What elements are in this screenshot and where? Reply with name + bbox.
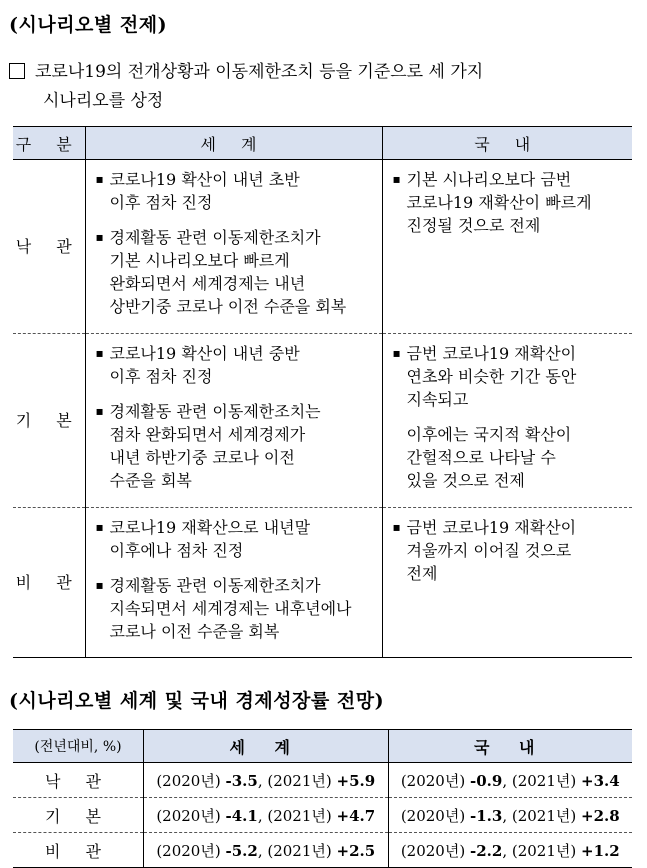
bullet-item: [96, 516, 376, 562]
text-line: 경제활동 관련 이동제한조치가: [109, 228, 321, 247]
domestic-cell: [382, 160, 632, 334]
text-line: 지속되고: [406, 390, 469, 409]
intro-line-2: 시나리오를 상정: [43, 91, 164, 111]
year-label: (2021년): [511, 806, 577, 825]
row-label: 기 본: [13, 798, 144, 833]
world-cell: (2020년) -4.1, (2021년) +4.7: [144, 798, 389, 833]
bullet-item: [393, 168, 627, 237]
text-line: 간헐적으로 나타날 수: [406, 448, 556, 467]
bullet-item: [96, 574, 376, 643]
year-label: (2021년): [511, 841, 577, 860]
table-row-pessimistic: [13, 833, 632, 868]
header-world: 세 계: [144, 730, 389, 763]
text-line: 금번 코로나19 재확산이: [406, 518, 577, 537]
checkbox-square-icon: [9, 63, 25, 79]
text-line: 기본 시나리오보다 금번: [406, 170, 572, 189]
world-cell: [85, 160, 382, 334]
header-world: 세 계: [85, 127, 382, 160]
year-label: (2021년): [267, 806, 332, 825]
text-line: 상반기중 코로나 이전 수준을 회복: [109, 297, 347, 316]
table-row-baseline: [13, 798, 632, 833]
text-line: 내년 하반기중 코로나 이전: [109, 448, 295, 467]
header-unit: (전년대비, %): [13, 730, 144, 763]
bullet-item: [96, 226, 376, 318]
table-row-pessimistic: [13, 508, 632, 658]
growth-value: -5.2: [225, 841, 258, 860]
text-line: 금번 코로나19 재확산이: [406, 344, 577, 363]
text-line: 경제활동 관련 이동제한조치가: [109, 576, 321, 595]
bullet-item: [96, 342, 376, 388]
growth-value: +2.8: [581, 806, 620, 825]
text-line: 진정될 것으로 전제: [406, 216, 541, 235]
year-label: (2020년): [156, 841, 221, 860]
growth-value: +1.2: [581, 841, 620, 860]
text-line: 코로나 이전 수준을 회복: [109, 622, 280, 641]
domestic-cell: (2020년) -1.3, (2021년) +2.8: [388, 798, 632, 833]
growth-value: -4.1: [225, 806, 258, 825]
bullet-item: [393, 516, 627, 585]
section-title-scenario-premise: (시나리오별 전제): [9, 14, 168, 36]
year-label: (2020년): [400, 806, 466, 825]
bullet-icon: ▪: [95, 230, 104, 244]
section-title-growth-outlook: (시나리오별 세계 및 국내 경제성장률 전망): [9, 690, 385, 712]
text-line: 이후 점차 진정: [109, 367, 213, 386]
table-row-optimistic: [13, 763, 632, 798]
table-header-row: [13, 127, 632, 160]
table-row-optimistic: [13, 160, 632, 334]
domestic-cell: (2020년) -2.2, (2021년) +1.2: [388, 833, 632, 868]
text-line: 수준을 회복: [109, 471, 192, 490]
row-label: 비 관: [13, 833, 144, 868]
bullet-icon: ▪: [95, 520, 104, 534]
row-label: 낙 관: [13, 763, 144, 798]
row-label: 비 관: [13, 508, 85, 658]
growth-value: +2.5: [336, 841, 376, 860]
bullet-item: [393, 342, 627, 411]
bullet-icon: ▪: [95, 404, 104, 418]
scenario-premise-table: [13, 126, 632, 658]
text-line: 완화되면서 세계경제는 내년: [109, 274, 306, 293]
growth-value: -3.5: [225, 771, 258, 790]
world-cell: (2020년) -3.5, (2021년) +5.9: [144, 763, 389, 798]
year-label: (2020년): [156, 771, 221, 790]
year-label: (2021년): [511, 771, 577, 790]
text-line: 경제활동 관련 이동제한조치는: [109, 402, 321, 421]
text-line: 있을 것으로 전제: [406, 471, 525, 490]
year-label: (2021년): [267, 841, 332, 860]
bullet-item: [96, 168, 376, 214]
text-line: 지속되면서 세계경제는 내후년에나: [109, 599, 352, 618]
header-category: 구 분: [13, 127, 85, 160]
continuation-text: [393, 423, 627, 492]
world-cell: [85, 508, 382, 658]
text-line: 코로나19 재확산이 빠르게: [406, 193, 592, 212]
world-cell: (2020년) -5.2, (2021년) +2.5: [144, 833, 389, 868]
text-line: 점차 완화되면서 세계경제가: [109, 425, 306, 444]
table-row-baseline: [13, 334, 632, 508]
intro-line-1: 코로나19의 전개상황과 이동제한조치 등을 기준으로 세 가지: [35, 62, 484, 82]
bullet-icon: ▪: [392, 172, 401, 186]
growth-value: +5.9: [336, 771, 376, 790]
growth-value: -1.3: [469, 806, 503, 825]
bullet-icon: ▪: [392, 520, 401, 534]
growth-forecast-table: [13, 729, 632, 868]
growth-value: -0.9: [469, 771, 503, 790]
text-line: 전제: [406, 564, 438, 583]
text-line: 이후에나 점차 진정: [109, 541, 244, 560]
text-line: 기본 시나리오보다 빠르게: [109, 251, 290, 270]
text-line: 연초와 비슷한 기간 동안: [406, 367, 577, 386]
header-domestic: 국 내: [388, 730, 632, 763]
text-line: 이후 점차 진정: [109, 193, 213, 212]
row-label: 기 본: [13, 334, 85, 508]
bullet-icon: ▪: [95, 578, 104, 592]
growth-value: -2.2: [469, 841, 503, 860]
bullet-icon: ▪: [392, 346, 401, 360]
year-label: (2020년): [156, 806, 221, 825]
header-domestic: 국 내: [382, 127, 632, 160]
text-line: 코로나19 재확산으로 내년말: [109, 518, 311, 537]
table-header-row: [13, 730, 632, 763]
domestic-cell: [382, 508, 632, 658]
growth-value: +3.4: [581, 771, 620, 790]
year-label: (2020년): [400, 841, 466, 860]
row-label: 낙 관: [13, 160, 85, 334]
year-label: (2021년): [267, 771, 332, 790]
domestic-cell: [382, 334, 632, 508]
text-line: 코로나19 확산이 내년 중반: [109, 344, 300, 363]
domestic-cell: (2020년) -0.9, (2021년) +3.4: [388, 763, 632, 798]
bullet-icon: ▪: [95, 346, 104, 360]
world-cell: [85, 334, 382, 508]
text-line: 코로나19 확산이 내년 초반: [109, 170, 300, 189]
bullet-icon: ▪: [95, 172, 104, 186]
text-line: 이후에는 국지적 확산이: [406, 425, 572, 444]
year-label: (2020년): [400, 771, 466, 790]
bullet-item: [96, 400, 376, 492]
growth-value: +4.7: [336, 806, 376, 825]
text-line: 겨울까지 이어질 것으로: [406, 541, 572, 560]
intro-paragraph: [9, 58, 483, 116]
